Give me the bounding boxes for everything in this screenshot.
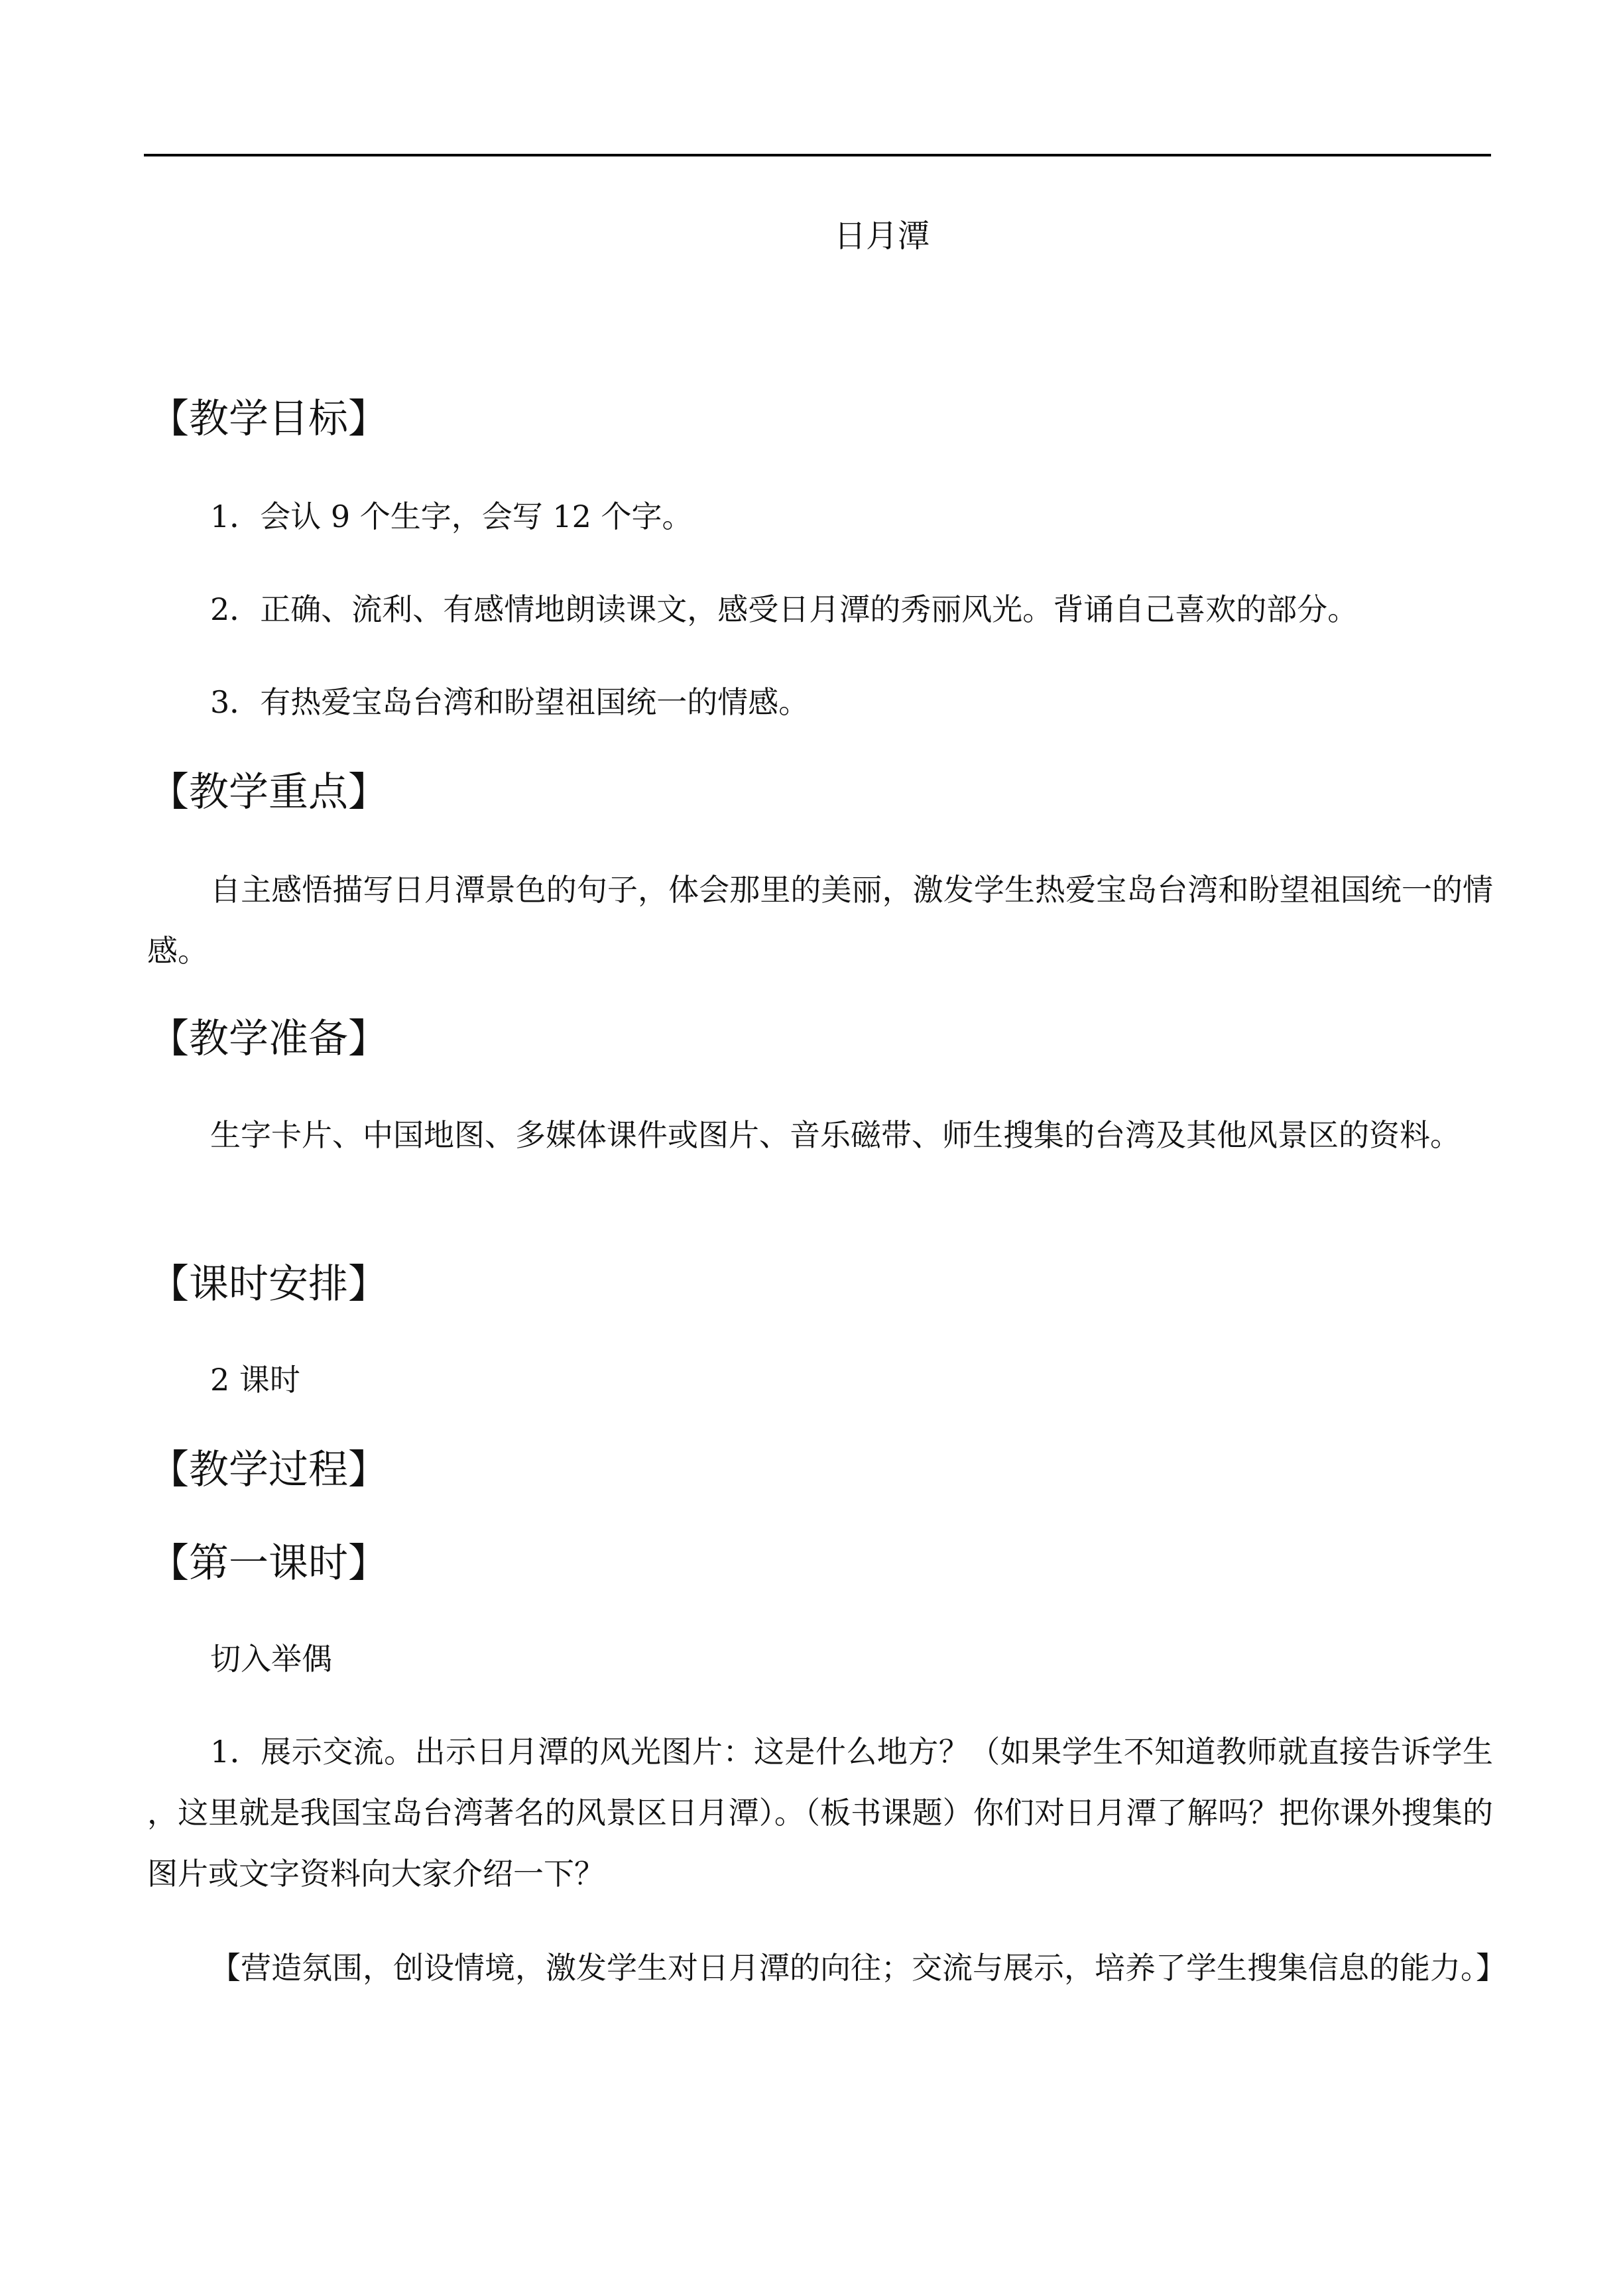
schedule-text: 2 课时 <box>210 1362 300 1398</box>
first-lesson-intro: 切入举偶 <box>210 1641 332 1677</box>
key-points-text: 自主感悟描写日月潭景色的句子，体会那里的美丽，激发学生热爱宝岛台湾和盼望祖国统一的情感。 <box>147 872 1493 969</box>
preparation-text: 生字卡片、中国地图、多媒体课件或图片、音乐磁带、师生搜集的台湾及其他风景区的资料。 <box>210 1117 1461 1153</box>
objective-item-2: 2．正确、流利、有感情地朗读课文，感受日月潭的秀丽风光。背诵自己喜欢的部分。 <box>210 591 1358 627</box>
header-rule <box>144 154 1491 156</box>
heading-schedule: 【课时安排】 <box>149 1261 388 1307</box>
heading-objectives: 【教学目标】 <box>149 396 388 442</box>
heading-key-points: 【教学重点】 <box>149 769 388 816</box>
heading-process: 【教学过程】 <box>149 1447 388 1493</box>
objective-item-1: 1．会认 9 个生字，会写 12 个字。 <box>210 499 693 534</box>
heading-preparation: 【教学准备】 <box>149 1016 388 1062</box>
objective-item-3: 3．有热爱宝岛台湾和盼望祖国统一的情感。 <box>210 684 810 720</box>
document-title: 日月潭 <box>833 217 930 255</box>
first-lesson-note: 【营造氛围，创设情境，激发学生对日月潭的向往；交流与展示，培养了学生搜集信息的能力。】 <box>210 1950 1506 1986</box>
heading-first-lesson: 【第一课时】 <box>149 1540 388 1587</box>
first-lesson-step-1: 1．展示交流。出示日月潭的风光图片：这是什么地方？（如果学生不知道教师就直接告诉学生，这里就是我国宝岛台湾著名的风景区日月潭）。（板书课题）你们对日月潭了解吗？把你课外搜集的图片或文字资料向大家介绍一下？ <box>147 1734 1493 1892</box>
